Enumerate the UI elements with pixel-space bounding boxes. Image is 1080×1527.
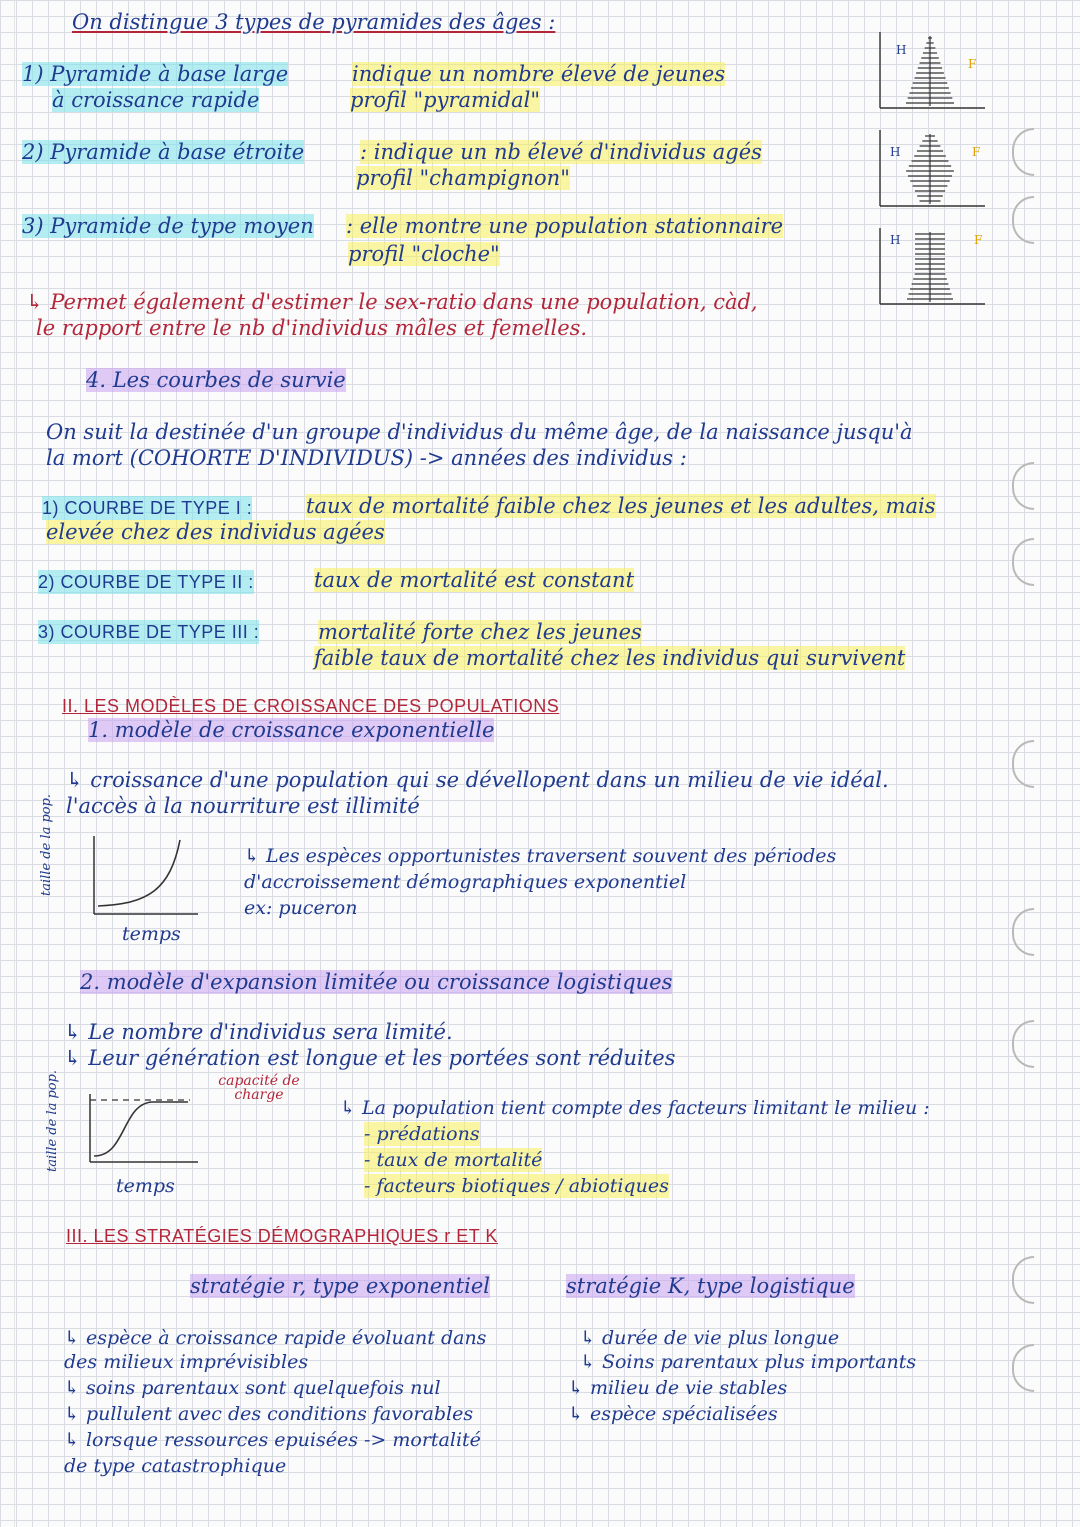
k-item-2: ↳ Soins parentaux plus importants — [580, 1351, 917, 1373]
pyramid-3-profile: profil "cloche" — [348, 242, 500, 266]
intro-heading: On distingue 3 types de pyramides des âges : — [72, 10, 556, 34]
pyr3-left-label: H — [890, 233, 901, 247]
pyr2-right-label: F — [972, 145, 981, 159]
exponential-growth-graph — [58, 830, 228, 920]
k-strategy-title: stratégie K, type logistique — [566, 1274, 855, 1298]
logistic-growth-graph — [70, 1090, 240, 1180]
exp-line-2: l'accès à la nourriture est illimité — [66, 794, 420, 818]
logistic-curve — [94, 1102, 188, 1156]
survival-intro-1: On suit la destinée d'un groupe d'individus du même âge, de la naissance jusqu'à — [46, 420, 913, 444]
binder-hole — [1012, 196, 1034, 244]
k-item-1: ↳ durée de vie plus longue — [580, 1327, 840, 1349]
curve-3-label: 3) COURBE DE TYPE III : — [38, 622, 260, 642]
log-line-2: ↳ Leur génération est longue et les portées sont réduites — [64, 1046, 676, 1070]
exp-note-1: ↳ Les espèces opportunistes traversent souvent des périodes — [244, 845, 837, 867]
binder-hole — [1012, 1020, 1034, 1068]
pyramid-3-desc: : elle montre une population stationnaire — [346, 214, 784, 238]
section-4-title: 4. Les courbes de survie — [86, 368, 346, 392]
binder-hole — [1012, 1256, 1034, 1304]
curve-1-text: taux de mortalité faible chez les jeunes et les adultes, mais — [306, 494, 936, 518]
log-graph-xlabel: temps — [116, 1175, 175, 1197]
curve-1-label: 1) COURBE DE TYPE I : — [42, 498, 253, 518]
binder-hole — [1012, 1344, 1034, 1392]
curve-3-text-2: faible taux de mortalité chez les individus qui survivent — [314, 646, 906, 670]
r-item-6: de type catastrophique — [64, 1455, 287, 1477]
exp-note-2: d'accroissement démographiques exponentiel — [244, 871, 687, 893]
log-line-1: ↳ Le nombre d'individus sera limité. — [64, 1020, 453, 1044]
pyramid-2-label: 2) Pyramide à base étroite — [22, 140, 305, 164]
r-item-2: des milieux imprévisibles — [64, 1351, 309, 1373]
pyramid-2-desc: : indique un nb élevé d'individus agés — [360, 140, 762, 164]
k-item-3: ↳ milieu de vie stables — [568, 1377, 788, 1399]
pyr2-left-label: H — [890, 145, 901, 159]
pyramid-1-desc: indique un nombre élevé de jeunes — [352, 62, 726, 86]
exp-graph-ylabel: taille de la pop. — [39, 793, 54, 896]
pyr1-left-label: H — [896, 43, 907, 57]
r-item-1: ↳ espèce à croissance rapide évoluant dans — [64, 1327, 487, 1349]
pyramid-1-label2: à croissance rapide — [52, 88, 260, 112]
binder-hole — [1012, 128, 1034, 176]
binder-hole — [1012, 740, 1034, 788]
pyr3-right-label: F — [974, 233, 983, 247]
sexratio-line-1: ↳ Permet également d'estimer le sex-ratio dans une population, càd, — [26, 290, 758, 314]
exp-note-3: ex: puceron — [244, 897, 358, 919]
curve-3-text: mortalité forte chez les jeunes — [318, 620, 642, 644]
curve-1-text-2: elevée chez des individus agées — [46, 520, 385, 544]
k-item-4: ↳ espèce spécialisées — [568, 1403, 778, 1425]
pyramid-1-profile: profil "pyramidal" — [350, 88, 541, 112]
r-item-4: ↳ pullulent avec des conditions favorables — [64, 1403, 474, 1425]
section-2-sub-1: 1. modèle de croissance exponentielle — [88, 718, 495, 742]
pyramid-3-label: 3) Pyramide de type moyen — [22, 214, 314, 238]
section-2-sub-2: 2. modèle d'expansion limitée ou croissance logistiques — [80, 970, 673, 994]
factor-3: - facteurs biotiques / abiotiques — [364, 1175, 669, 1197]
exp-graph-xlabel: temps — [122, 923, 181, 945]
sexratio-line-2: le rapport entre le nb d'individus mâles et femelles. — [36, 316, 588, 340]
pyramid-2-profile: profil "champignon" — [356, 166, 570, 190]
pyramid-sketches — [870, 30, 1010, 320]
pyramid-1-label: 1) Pyramide à base large — [22, 62, 289, 86]
r-item-5: ↳ lorsque ressources epuisées -> mortalité — [64, 1429, 481, 1451]
log-graph-ylabel: taille de la pop. — [45, 1069, 60, 1172]
survival-intro-2: la mort (COHORTE D'INDIVIDUS) -> années des individus : — [46, 446, 687, 470]
pyr1-right-label: F — [968, 57, 977, 71]
log-note: ↳ La population tient compte des facteurs limitant le milieu : — [340, 1097, 930, 1119]
curve-2-text: taux de mortalité est constant — [314, 568, 635, 592]
factor-2: - taux de mortalité — [364, 1149, 543, 1171]
r-item-3: ↳ soins parentaux sont quelquefois nul — [64, 1377, 441, 1399]
section-3-title: III. LES STRATÉGIES DÉMOGRAPHIQUES r ET K — [66, 1226, 498, 1246]
binder-hole — [1012, 908, 1034, 956]
capacity-label: capacité de charge — [218, 1073, 300, 1103]
exp-line-1: ↳ croissance d'une population qui se dévellopent dans un milieu de vie idéal. — [66, 768, 889, 792]
page-margin — [0, 0, 15, 1527]
exp-curve — [98, 840, 180, 906]
section-2-title: II. LES MODÈLES DE CROISSANCE DES POPULATIONS — [62, 696, 560, 716]
r-strategy-title: stratégie r, type exponentiel — [190, 1274, 490, 1298]
factor-1: - prédations — [364, 1123, 480, 1145]
binder-hole — [1012, 538, 1034, 586]
curve-2-label: 2) COURBE DE TYPE II : — [38, 572, 254, 592]
binder-hole — [1012, 462, 1034, 510]
